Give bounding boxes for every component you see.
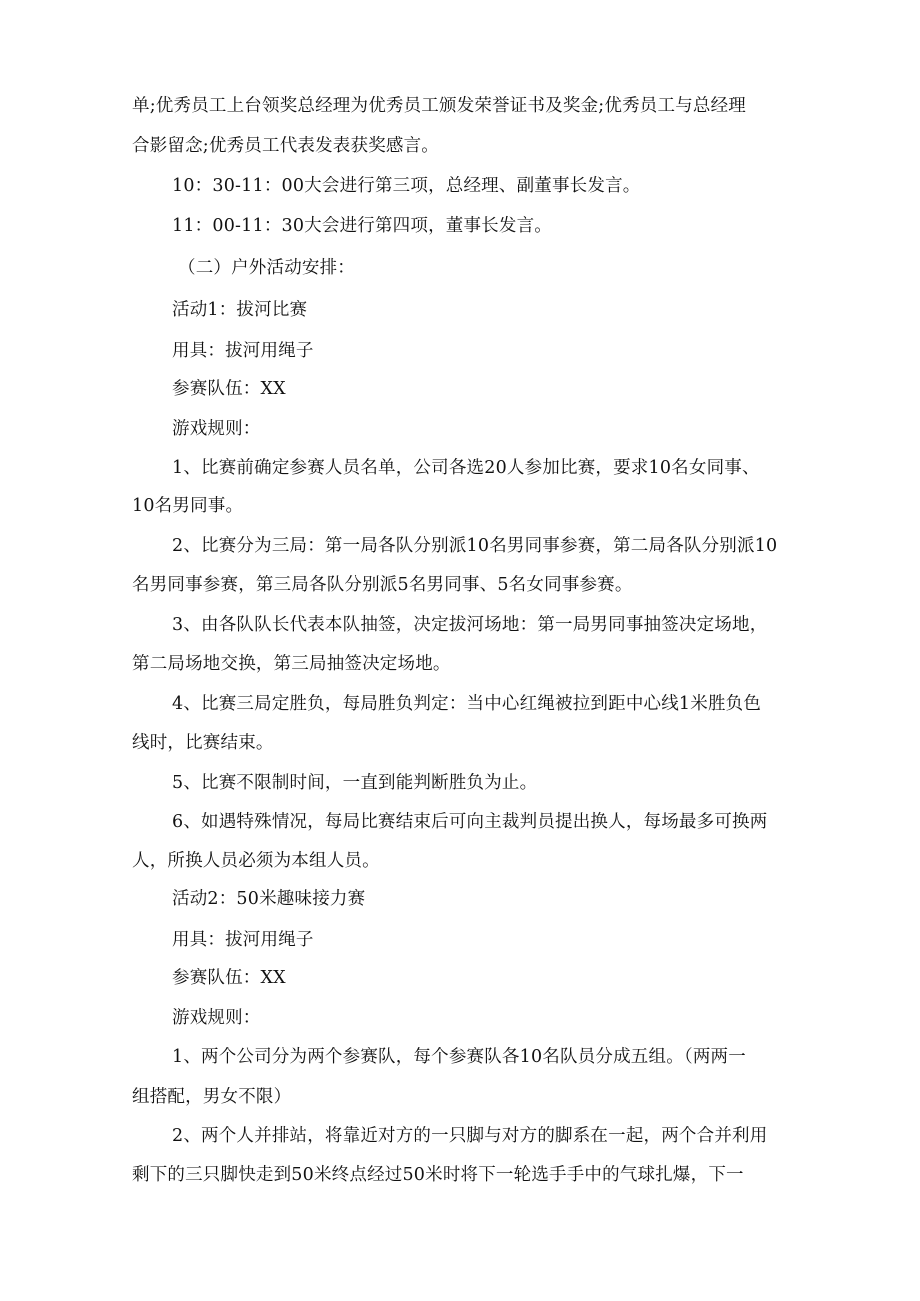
text-line: 10名男同事。 [132,496,244,516]
text-line: 1、两个公司分为两个参赛队，每个参赛队各10名队员分成五组。（两两一 [172,1047,746,1067]
text-line: 2、比赛分为三局：第一局各队分别派10名男同事参赛，第二局各队分别派10 [172,536,778,556]
text-line: 第二局场地交换，第三局抽签决定场地。 [132,654,451,674]
text-line: 人，所换人员必须为本组人员。 [132,851,380,871]
activity-title: 活动1：拔河比赛 [172,300,308,320]
text-line: 5、比赛不限制时间，一直到能判断胜负为止。 [172,773,538,793]
text-line: 4、比赛三局定胜负，每局胜负判定：当中心红绳被拉到距中心线1米胜负色 [172,694,762,714]
section-heading: （二）户外活动安排： [178,258,355,278]
text-line: 参赛队伍：XX [172,379,286,399]
text-line: 11：00-11：30大会进行第四项，董事长发言。 [172,216,552,236]
activity-title: 活动2：50米趣味接力赛 [172,889,366,909]
text-line: 10：30-11：00大会进行第三项，总经理、副董事长发言。 [172,176,641,196]
text-line: 组搭配，男女不限） [132,1087,292,1107]
text-line: 用具：拔河用绳子 [172,341,314,361]
text-line: 3、由各队队长代表本队抽签，决定拔河场地：第一局男同事抽签决定场地， [172,615,768,635]
text-line: 剩下的三只脚快走到50米终点经过50米时将下一轮选手手中的气球扎爆，下一 [132,1165,744,1185]
text-line: 名男同事参赛，第三局各队分别派5名男同事、5名女同事参赛。 [132,575,633,595]
rules-heading: 游戏规则： [172,419,261,439]
rules-heading: 游戏规则： [172,1008,261,1028]
text-line: 线时，比赛结束。 [132,733,274,753]
text-line: 参赛队伍：XX [172,968,286,988]
text-line: 单;优秀员工上台领奖总经理为优秀员工颁发荣誉证书及奖金;优秀员工与总经理 [132,96,746,116]
text-line: 2、两个人并排站，将靠近对方的一只脚与对方的脚系在一起，两个合并利用 [172,1126,768,1146]
text-line: 1、比赛前确定参赛人员名单，公司各选20人参加比赛，要求10名女同事、 [172,458,760,478]
text-line: 合影留念;优秀员工代表发表获奖感言。 [132,136,439,156]
text-line: 6、如遇特殊情况，每局比赛结束后可向主裁判员提出换人，每场最多可换两 [172,812,768,832]
text-line: 用具：拔河用绳子 [172,930,314,950]
